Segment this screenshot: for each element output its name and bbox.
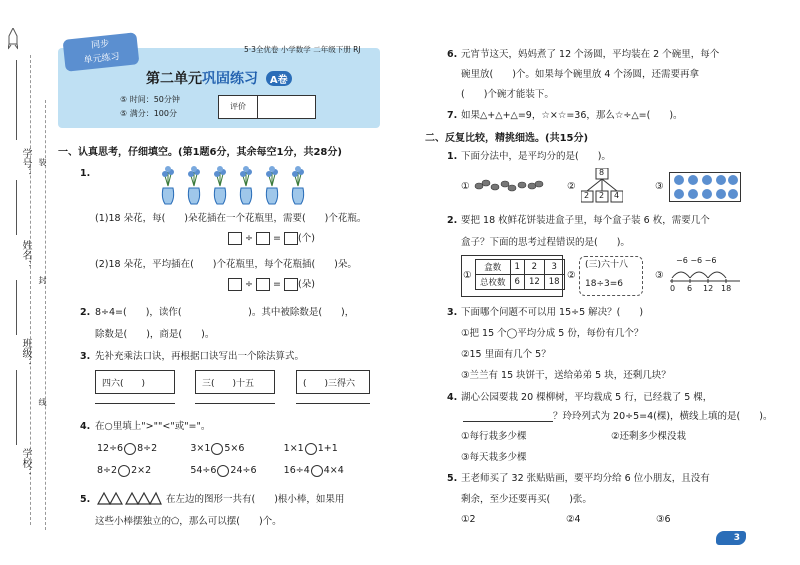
s2-q1-opt1[interactable]: ① (461, 181, 470, 192)
q3-box2[interactable] (195, 370, 275, 394)
class-underline (16, 280, 17, 335)
series-line: 5·3全优卷 小学数学 二年级下册 RJ (244, 45, 361, 54)
q3-box2-answer-line (195, 403, 275, 404)
compare-left: 16÷4 (283, 465, 310, 476)
triangle-sticks-figure (96, 490, 162, 509)
q1-part1: (1)18 朵花，每( )朵花插在一个花瓶里，需要( )个花瓶。 (95, 213, 367, 224)
s2-q4-number: 4. (447, 392, 458, 403)
s2-q3-number: 3. (447, 307, 458, 318)
compare-row (97, 464, 377, 486)
q1-part2: (2)18 朵花，平均插在( )个花瓶里，每个花瓶插( )朵。 (95, 259, 357, 270)
student-id-label: 学号： (20, 148, 31, 178)
s2-q2-number: 2. (447, 215, 458, 226)
s2-q2-line1: 要把 18 枚鲜花饼装进盒子里，每个盒子装 6 枚，需要几个 (461, 215, 710, 226)
answer-circle[interactable] (118, 465, 130, 477)
tick-label: 12 (703, 284, 714, 293)
q3-box1[interactable] (95, 370, 175, 394)
q3-box1-answer-line (95, 403, 175, 404)
q2-line2: 除数是( )，商是( )。 (95, 329, 215, 340)
q1-number: 1. (80, 168, 91, 179)
q2-line1: 8÷4=( )，读作( )。其中被除数是( )， (95, 307, 355, 318)
student-id-underline (16, 60, 17, 140)
vase-with-flowers-icon (162, 166, 174, 204)
q4-number: 4. (80, 421, 91, 432)
s2-q4-opt3[interactable]: ③每天栽多少棵 (461, 452, 527, 463)
compare-item (97, 464, 190, 486)
table-cell: 3 (544, 260, 564, 275)
q2-opt2-equation: 18÷3=6 (585, 279, 623, 289)
s2-q4-opt2[interactable]: ②还剩多少棵没栽 (611, 431, 687, 442)
title-tag: A卷 (266, 71, 292, 86)
q5-line2: 这些小棒摆独立的⬠，那么可以摆( )个。 (95, 516, 282, 527)
s2-q4-line2: ？玲玲列式为 20÷5=4(棵)，横线上填的是( )。 (553, 411, 773, 422)
title-prefix: 第二单元 (146, 71, 202, 87)
seal-char-bottom: 线 (38, 398, 47, 406)
compare-right: 24÷6 (230, 465, 257, 476)
compare-right: 8÷2 (137, 443, 158, 454)
seal-char-top: 装 (38, 158, 47, 166)
vase-with-flowers-icon (266, 166, 278, 204)
table-cell: 18 (544, 275, 564, 290)
r-q6-line1: 元宵节这天，妈妈煮了 12 个汤圆，平均装在 2 个碗里，每个 (461, 49, 720, 60)
number-line-figure (668, 256, 743, 296)
compare-item (284, 464, 377, 486)
q2-number: 2. (80, 307, 91, 318)
r-q6-line2: 碗里放( )个。如果每个碗里放 4 个汤圆，还需要再拿 (461, 69, 699, 80)
s2-q5-line1: 王老师买了 32 张贴贴画，要平均分给 6 位小朋友，且没有 (461, 473, 710, 484)
r-q6-number: 6. (447, 49, 458, 60)
s2-q1-number: 1. (447, 151, 458, 162)
q1-part2-equation[interactable]: ÷ = (朵) (228, 278, 315, 291)
table-cell: 2 (524, 260, 544, 275)
q3-box3-answer-line (296, 403, 370, 404)
compare-left: 3×1 (190, 443, 211, 454)
s2-q5-opt2[interactable]: ②4 (566, 514, 581, 525)
eval-label: 评价 (219, 96, 258, 118)
q3-box2-label: 三( )十五 (202, 378, 255, 389)
compare-left: 1×1 (283, 443, 304, 454)
vase-with-flowers-icon (214, 166, 226, 204)
s2-q5-line2: 剩余，至少还要再买( )张。 (461, 494, 592, 505)
q1-part2-unit: (朵) (298, 279, 315, 290)
table-cell: 1 (510, 260, 524, 275)
q3-number: 3. (80, 351, 91, 362)
s2-q5-opt1[interactable]: ①2 (461, 514, 476, 525)
s2-q1-opt3[interactable]: ③ (655, 181, 664, 192)
compare-item (190, 464, 283, 486)
flower-vases (155, 164, 315, 210)
answer-circle[interactable] (311, 465, 323, 477)
time-info: ⑤ 时间：50分钟 (120, 95, 180, 104)
name-underline (16, 180, 17, 235)
badge-line2: 单元练习 (83, 52, 121, 66)
q4-text: 在○里填上">""<"或"="。 (95, 421, 211, 432)
q3-box3-label: ( )三得六 (303, 378, 356, 389)
table-cell: 总枚数 (476, 275, 511, 290)
page-number-badge (716, 531, 746, 545)
dot-grid-figure (669, 172, 741, 206)
table-row (476, 275, 565, 290)
class-label: 班级： (20, 338, 31, 368)
vase-with-flowers-icon (240, 166, 252, 204)
q1-part1-equation[interactable]: ÷ = (个) (228, 232, 315, 245)
seal-char-mid: 封 (38, 276, 47, 284)
q3-box3[interactable] (296, 370, 370, 394)
compare-right: 1+1 (317, 443, 338, 454)
compare-item (97, 442, 190, 464)
compare-right: 5×6 (224, 443, 245, 454)
s2-q3-opt3[interactable]: ③兰兰有 15 块饼干，送给弟弟 5 块，还剩几块？ (461, 370, 671, 381)
tree-leaf-2: 2 (599, 191, 605, 200)
s2-q2-opt2[interactable]: ② (567, 270, 576, 281)
tick-label: 0 (670, 284, 676, 293)
q2-opt2-rhyme: (三)六十八 (585, 260, 629, 270)
compare-item (190, 442, 283, 464)
table-cell: 6 (510, 275, 524, 290)
vase-with-flowers-icon (188, 166, 200, 204)
r-q6-line3: ( )个碗才能装下。 (461, 89, 554, 100)
tree-leaf-3: 4 (614, 191, 620, 200)
s2-q5-opt3[interactable]: ③6 (656, 514, 671, 525)
tick-label: 18 (721, 284, 732, 293)
tick-label: 6 (687, 284, 693, 293)
q4-compare-grid (97, 442, 377, 486)
box-count-table (475, 259, 565, 290)
s2-q4-opt1[interactable]: ①每行栽多少棵 (461, 431, 527, 442)
q1-part1-unit: (个) (298, 233, 315, 244)
compare-left: 8÷2 (97, 465, 118, 476)
s2-q2-line2: 盒子？下面的思考过程错误的是( )。 (461, 237, 630, 248)
title-highlight: 巩固练习 (202, 71, 258, 87)
table-cell: 盒数 (476, 260, 511, 275)
s2-q4-blank-line (463, 421, 553, 422)
answer-circle[interactable] (211, 443, 223, 455)
compare-left: 54÷6 (190, 465, 217, 476)
s2-q3-opt1[interactable]: ①把 15 个◯平均分成 5 份，每份有几个？ (461, 328, 644, 339)
q3-text: 先补充乘法口诀，再根据口诀写出一个除法算式。 (95, 351, 305, 362)
table-cell: 12 (524, 275, 544, 290)
r-q7-text: 如果△+△+△=9，☆×☆=36，那么☆÷△=( )。 (461, 110, 683, 121)
r-q7-number: 7. (447, 110, 458, 121)
section1-title: 一、认真思考，仔细填空。(第1题6分，其余每空1分，共28分) (58, 147, 342, 158)
s2-q2-opt3[interactable]: ③ (655, 270, 664, 281)
q5-line1: 在左边的图形一共有( )根小棒，如果用 (166, 494, 345, 505)
table-row (476, 260, 565, 275)
name-label: 姓名： (20, 240, 31, 270)
compare-item (284, 442, 377, 464)
q3-box1-label: 四六( ) (102, 378, 146, 389)
number-tree-figure (581, 168, 623, 204)
page-number: 3 (733, 533, 740, 543)
compare-right: 4×4 (323, 465, 344, 476)
answer-circle[interactable] (217, 465, 229, 477)
s2-q2-opt1[interactable]: ① (463, 270, 472, 281)
answer-circle[interactable] (124, 443, 136, 455)
candy-groups-figure (474, 177, 544, 197)
q5-number: 5. (80, 494, 91, 505)
s2-q1-opt2[interactable]: ② (567, 181, 576, 192)
compare-row (97, 442, 377, 464)
vase-with-flowers-icon (292, 166, 304, 204)
s2-q4-line1: 湖心公园要栽 20 棵柳树，平均栽成 5 行，已经栽了 5 棵， (461, 392, 713, 403)
number-line-jumps: −6 −6 −6 (676, 256, 717, 265)
page-title (146, 68, 292, 88)
s2-q5-number: 5. (447, 473, 458, 484)
s2-q3-opt2[interactable]: ②15 里面有几个 5？ (461, 349, 551, 360)
eval-box[interactable] (218, 95, 316, 119)
compare-right: 2×2 (131, 465, 152, 476)
section2-title: 二、反复比较，精挑细选。(共15分) (425, 133, 589, 144)
compare-left: 12÷6 (97, 443, 124, 454)
score-info: ⑤ 满分：100分 (120, 109, 177, 118)
tree-top-value: 8 (599, 168, 605, 177)
answer-circle[interactable] (305, 443, 317, 455)
s2-q1-text: 下面分法中，是平均分的是( )。 (461, 151, 611, 162)
badge-line1: 同步 (90, 39, 110, 51)
school-underline (16, 370, 17, 445)
rocket-icon (8, 28, 18, 50)
school-label: 学校： (20, 448, 31, 478)
s2-q3-text: 下面哪个问题不可以用 15÷5 解决？( ) (461, 307, 644, 318)
tree-leaf-1: 2 (584, 191, 590, 200)
